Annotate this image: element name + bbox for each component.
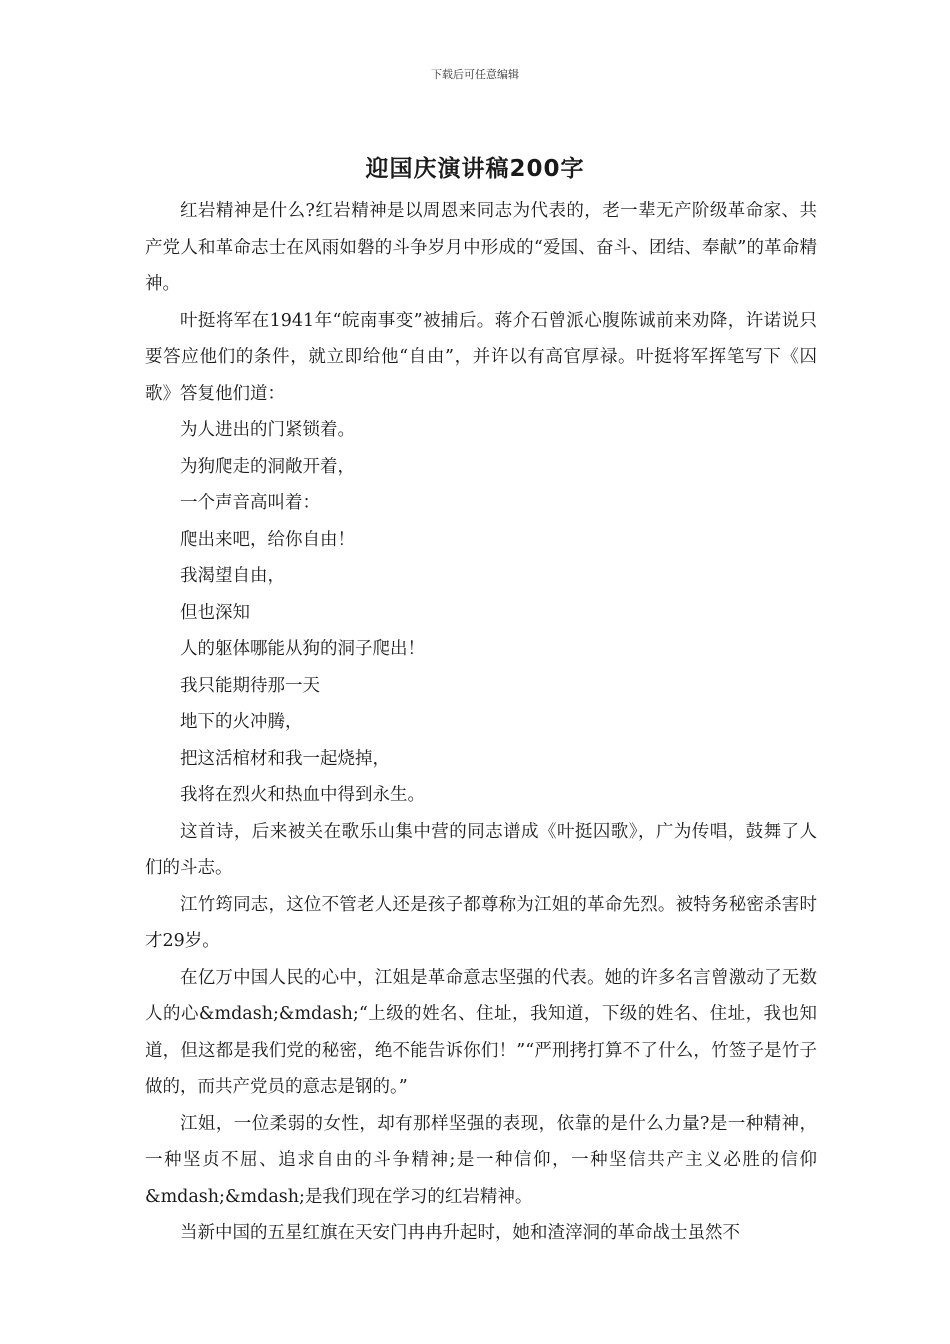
poem-line: 为人进出的门紧锁着。 — [180, 420, 355, 440]
poem-line: 我只能期待那一天 — [180, 675, 320, 696]
paragraph: 当新中国的五星红旗在天安门冉冉升起时，她和渣滓洞的革命战士虽然不 — [180, 1223, 740, 1243]
poem-line: 把这活棺材和我一起烧掉， — [180, 748, 390, 769]
poem-line: 人的躯体哪能从狗的洞子爬出！ — [180, 639, 425, 659]
header-note: 下载后可任意编辑 — [431, 68, 519, 81]
paragraph: 在亿万中国人民的心中，江姐是革命意志坚强的代表。她的许多名言曾激动了无数人的心&mdash;&mdash;“上级的姓名、住址，我知道，下级的姓名、住址，我也知道，但这都是我们党的秘密，绝不能告诉你们！”“严刑拷打算不了什么，竹签子是竹子做的，而共产党员的意志是钢的。” — [145, 967, 817, 1097]
paragraph: 红岩精神是什么?红岩精神是以周恩来同志为代表的，老一辈无产阶级革命家、共产党人和革命志士在风雨如磐的斗争岁月中形成的“爱国、奋斗、团结、奉献”的革命精神。 — [145, 201, 817, 294]
paragraph: 叶挺将军在1941年“皖南事变”被捕后。蒋介石曾派心腹陈诚前来劝降，许诺说只要答应他们的条件，就立即给他“自由”，并许以有高官厚禄。叶挺将军挥笔写下《囚歌》答复他们道： — [145, 310, 817, 404]
paragraph: 江竹筠同志，这位不管老人还是孩子都尊称为江姐的革命先烈。被特务秘密杀害时才29岁。 — [145, 894, 817, 951]
poem-line: 但也深知 — [180, 602, 250, 623]
document-title: 迎国庆演讲稿200字 — [365, 156, 585, 182]
document-body — [145, 193, 817, 1252]
paragraph: 江姐，一位柔弱的女性，却有那样坚强的表现，依靠的是什么力量?是一种精神，一种坚贞不屈、追求自由的斗争精神;是一种信仰，一种坚信共产主义必胜的信仰&mdash;&mdash;是我们现在学习的红岩精神。 — [145, 1113, 817, 1207]
poem-line: 一个声音高叫着： — [180, 493, 320, 513]
poem-line: 我将在烈火和热血中得到永生。 — [180, 785, 425, 805]
poem-line: 为狗爬走的洞敞开着， — [180, 456, 355, 477]
poem-line: 我渴望自由， — [180, 566, 285, 586]
poem-line: 爬出来吧，给你自由！ — [180, 529, 355, 550]
paragraph: 这首诗，后来被关在歌乐山集中营的同志谱成《叶挺囚歌》，广为传唱，鼓舞了人们的斗志。 — [145, 821, 817, 878]
poem-line: 地下的火冲腾， — [180, 712, 303, 732]
